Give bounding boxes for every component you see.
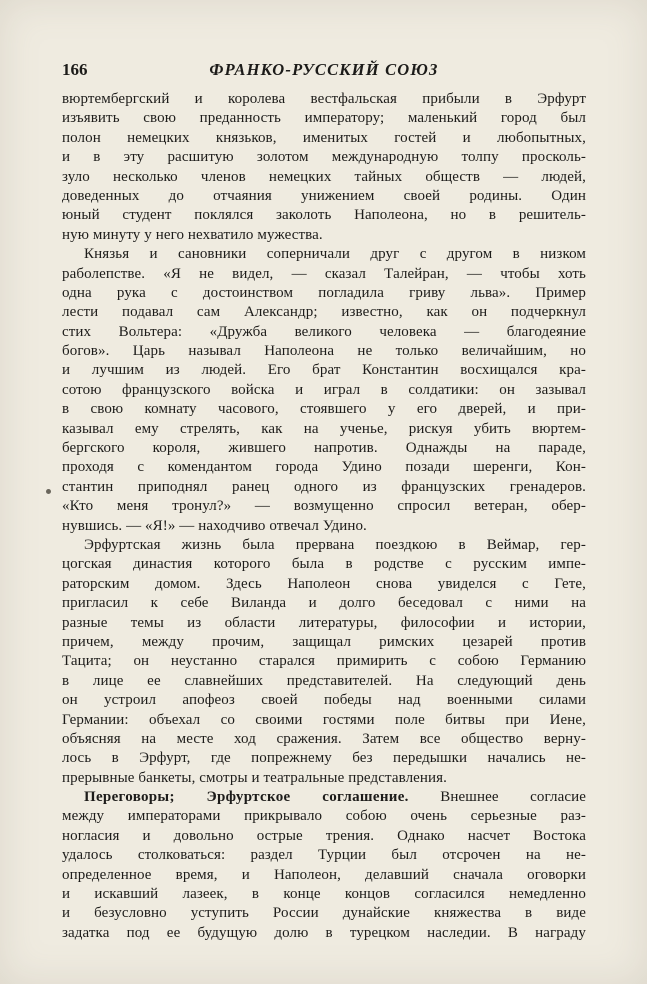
text-line: вюртембергский и королева вестфальская прибыли в Эрфурт (62, 91, 586, 107)
text-line: изъявить свою преданность императору; маленький город был (62, 110, 586, 127)
text-line: Германии: объехал со своими гостями поле битвы при Иене, (62, 711, 586, 728)
text-line: в лице ее славнейших представителей. На следующий день (62, 672, 586, 689)
text-line: бергского короля, жившего напротив. Однажды на параде, (62, 440, 586, 457)
text-line: и лучшим из людей. Его брат Константин восхищался кра- (62, 362, 586, 379)
text-line: доведенных до отчаяния унижением своей родины. Один (62, 187, 586, 204)
text-line: удалось столковаться: раздел Турции был отсрочен на не- (62, 847, 586, 864)
page-header (62, 60, 586, 86)
text-line: он устроил апофеоз своей победы над военными силами (62, 692, 586, 709)
text-line: юный студент поклялся заколоть Наполеона, но в решитель- (62, 207, 586, 224)
text-line-body: Внешнее согласие (408, 789, 586, 806)
text-line: в свою комнату часового, стоявшего у его дверей, и при- (62, 401, 586, 418)
text-line: раторским домом. Здесь Наполеон снова увиделся с Гете, (62, 575, 586, 592)
text-line: пригласил к себе Виланда и долго беседовал с ними на (62, 595, 586, 612)
text-line: «Кто меня тронул?» — возмущенно спросил ветеран, обер- (62, 498, 586, 515)
text-line: разные темы из области литературы, философии и истории, (62, 614, 586, 631)
text-line: одна рука с достоинством погладила гриву льва». Пример (62, 284, 586, 301)
text-line: между императорами прикрывало собою очень серьезные раз- (62, 808, 586, 825)
running-head: ФРАНКО-РУССКИЙ СОЮЗ (209, 60, 439, 79)
text-line: стантин приподнял ранец одного из французских гренадеров. (62, 478, 586, 495)
text-line: причем, между прочим, защищал римских цезарей против (62, 633, 586, 650)
text-line: зуло несколько членов немецких тайных обществ — людей, (62, 168, 586, 185)
text-line: и в эту расшитую золотом международную толпу просколь- (62, 149, 586, 166)
text-line: нувшись. — «Я!» — находчиво отвечал Удино. (62, 517, 367, 534)
text-line: цогская династия которого была в родстве с русским импе- (62, 556, 586, 573)
text-line: и безусловно уступить России дунайские княжества в виде (62, 905, 586, 922)
text-line (62, 788, 586, 807)
text-line: сотою французского войска и играл в солдатики: он зазывал (62, 381, 586, 398)
text-line: лести подавал сам Александр; известно, как он подчеркнул (62, 304, 586, 321)
text-line: стих Вольтера: «Дружба великого человека — благодеяние (62, 323, 586, 340)
text-line: объясняя на месте ход сражения. Затем все общество верну- (62, 730, 586, 747)
text-line: богов». Царь называл Наполеона не только величайшим, но (62, 343, 586, 360)
text-line: и искавший лазеек, в конце концов согласился немедленно (62, 886, 586, 903)
text-line: ногласия и довольно острые трения. Однако насчет Востока (62, 827, 586, 844)
text-line: определенное время, и Наполеон, делавший сначала оговорки (62, 866, 586, 883)
text-line: раболепстве. «Я не видел, — сказал Талейран, — чтобы хоть (62, 265, 586, 282)
body-text (62, 90, 586, 943)
margin-dot (46, 489, 51, 494)
text-line: прерывные банкеты, смотры и театральные представления. (62, 769, 448, 786)
text-line: проходя с комендантом города Удино позади шеренги, Кон- (62, 459, 586, 476)
section-heading: Переговоры; Эрфуртское соглашение. (84, 789, 409, 806)
text-line: ную минуту у него нехватило мужества. (62, 226, 323, 243)
text-line: задатка под ее будущую долю в турецком наследии. В награду (62, 924, 586, 941)
text-line: лось в Эрфурт, где попрежнему без передышки начались не- (62, 750, 586, 767)
page-number: 166 (62, 60, 88, 79)
text-line: казывал ему стрелять, как на ученье, рискуя убить вюртем- (62, 420, 586, 437)
text-line: полон немецких князьков, именитых гостей и любопытных, (62, 129, 586, 146)
text-line: Князья и сановники соперничали друг с другом в низком (84, 246, 586, 263)
text-line: Тацита; он неустанно старался примирить с собою Германию (62, 653, 586, 670)
text-line: Эрфуртская жизнь была прервана поездкою в Веймар, гер- (84, 536, 586, 553)
